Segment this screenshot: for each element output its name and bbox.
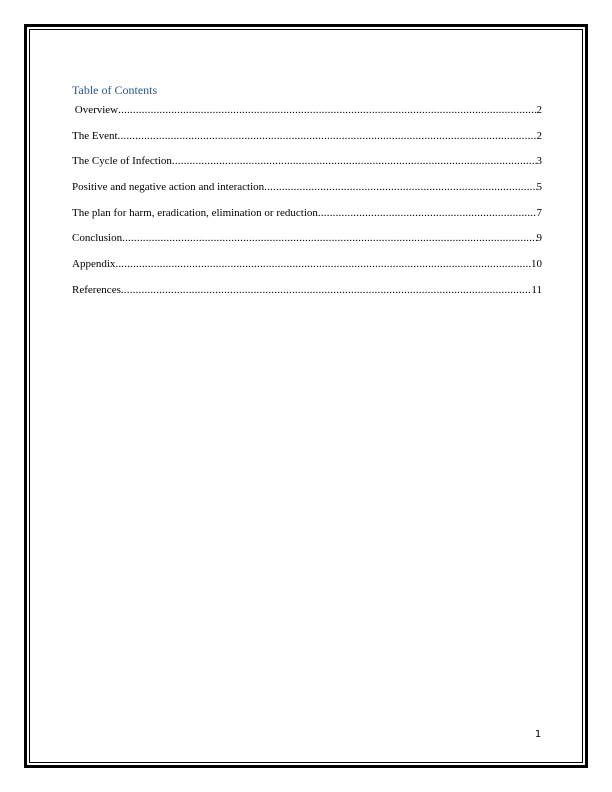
toc-entry-label: Conclusion	[72, 232, 123, 245]
toc-entry-label: Positive and negative action and interaction	[72, 181, 265, 194]
toc-entry-label: The Cycle of Infection	[72, 155, 172, 168]
toc-entry-label: The Event	[72, 129, 118, 142]
toc-entry-page: 5	[536, 181, 542, 194]
toc-entry-appendix[interactable]	[72, 257, 542, 271]
dot-leader	[115, 257, 531, 271]
page-number: 1	[534, 729, 542, 740]
dot-leader	[121, 283, 532, 297]
toc-entry-label: The plan for harm, eradication, elimination or reduction	[72, 206, 318, 219]
dot-leader	[122, 231, 536, 245]
toc-entry-page: 10	[531, 258, 542, 271]
dot-leader	[118, 103, 536, 117]
toc-entry-references[interactable]	[72, 283, 542, 297]
toc-entry-page: 2	[536, 104, 542, 116]
toc-entry-label: Overview	[72, 104, 119, 116]
toc-entry-conclusion[interactable]	[72, 231, 542, 245]
toc-entry-label: Appendix	[72, 258, 116, 271]
toc-entry-label: References	[72, 283, 121, 296]
toc-entry-page: 3	[536, 155, 542, 168]
dot-leader	[118, 129, 537, 143]
toc-heading: Table of Contents	[72, 83, 158, 97]
toc-entry-plan-for-harm[interactable]	[72, 206, 542, 220]
toc-entry-page: 2	[536, 129, 542, 142]
toc-entry-page: 7	[536, 206, 542, 219]
toc-entry-positive-negative-action[interactable]	[72, 180, 542, 194]
toc-entry-page: 11	[531, 283, 542, 296]
toc-entry-the-event[interactable]	[72, 129, 542, 143]
toc-entry-overview[interactable]	[72, 103, 542, 117]
dot-leader	[172, 154, 537, 168]
toc-entry-page: 9	[536, 232, 542, 245]
dot-leader	[264, 180, 536, 194]
dot-leader	[318, 206, 537, 220]
table-of-contents	[72, 82, 542, 309]
toc-entry-cycle-of-infection[interactable]	[72, 154, 542, 168]
